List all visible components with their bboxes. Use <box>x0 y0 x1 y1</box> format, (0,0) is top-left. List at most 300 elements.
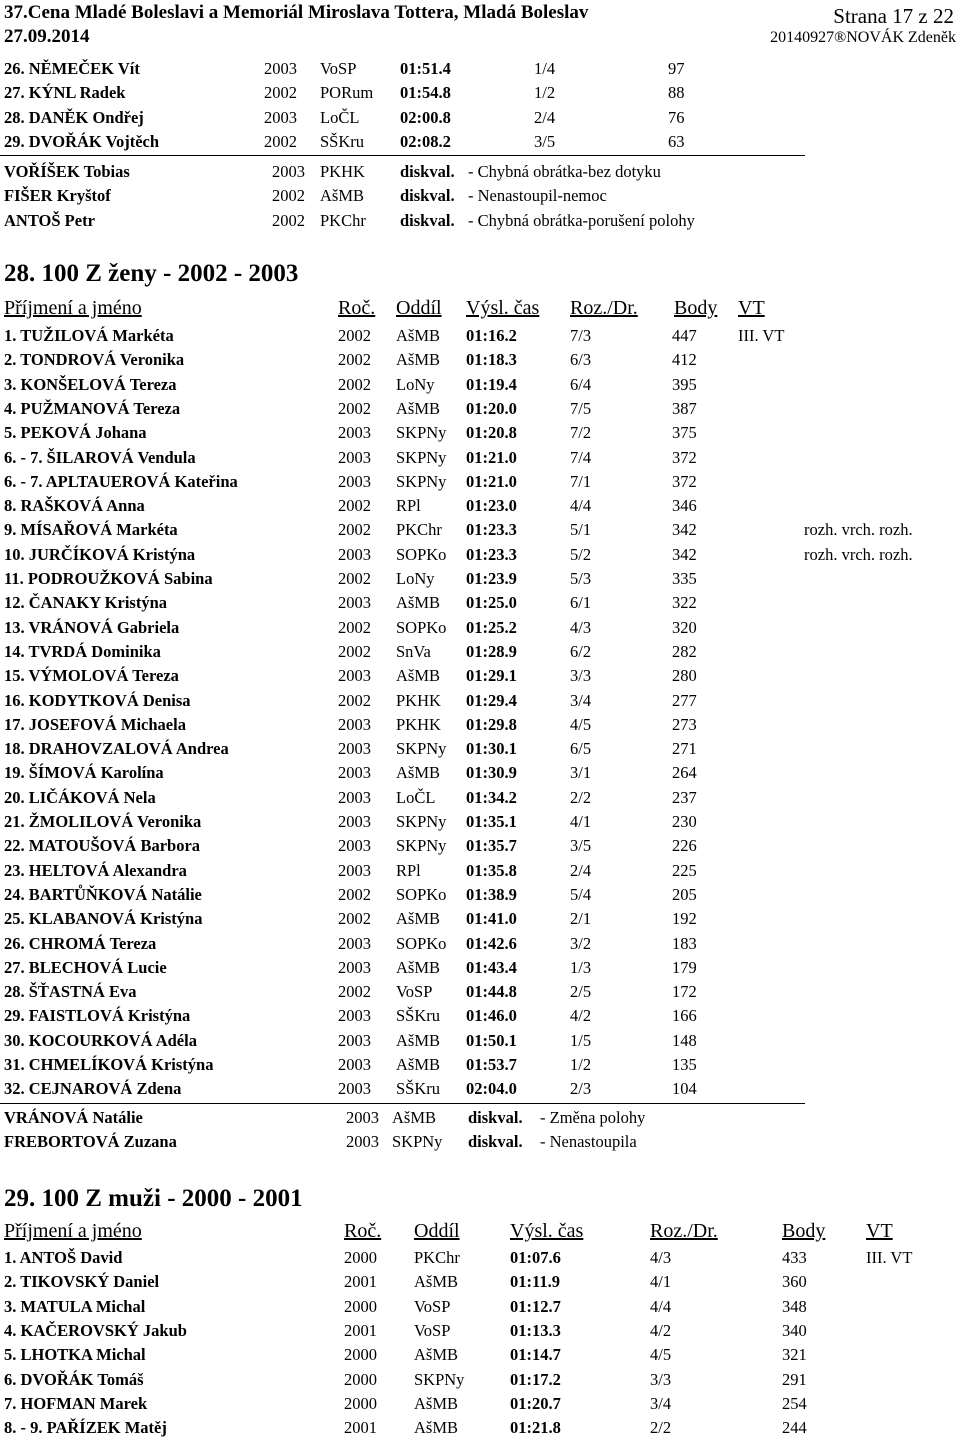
birth-year: 2001 <box>344 1320 377 1340</box>
heat-lane: 7/2 <box>570 423 592 443</box>
points: 321 <box>782 1345 807 1365</box>
swimmer-name: 17. JOSEFOVÁ Michaela <box>4 714 186 734</box>
birth-year: 2002 <box>272 210 305 230</box>
club: AšMB <box>396 763 441 783</box>
heat-lane: 4/4 <box>570 496 592 516</box>
dsq-reason: - Nenastoupila <box>540 1132 637 1152</box>
result-time: 01:13.3 <box>510 1320 561 1340</box>
birth-year: 2002 <box>272 186 305 206</box>
result-row <box>0 399 960 421</box>
points: 225 <box>672 860 697 880</box>
heat-lane: 4/2 <box>650 1320 672 1340</box>
swimmer-name: 26. NĚMEČEK Vít <box>4 59 140 78</box>
heat-lane: 6/2 <box>570 641 592 661</box>
club: RPl <box>396 860 421 880</box>
result-row <box>0 375 960 397</box>
result-row <box>0 691 960 713</box>
result-time: 01:53.7 <box>466 1055 517 1074</box>
birth-year: 2003 <box>338 836 371 856</box>
result-time: 01:20.7 <box>510 1393 561 1413</box>
result-row <box>0 108 960 130</box>
points: 387 <box>672 398 697 418</box>
birth-year: 2002 <box>338 350 371 370</box>
heat-lane: 3/2 <box>570 933 592 953</box>
points: 244 <box>782 1418 807 1438</box>
result-row <box>0 520 960 542</box>
birth-year: 2002 <box>338 690 371 710</box>
heat-lane: 4/5 <box>570 714 592 734</box>
birth-year: 2000 <box>344 1393 377 1413</box>
club: SKPNy <box>396 812 447 831</box>
birth-year: 2003 <box>338 812 371 831</box>
birth-year: 2002 <box>338 520 371 540</box>
result-row <box>0 934 960 956</box>
header-points: Body <box>674 297 718 319</box>
swimmer-name: 3. MATULA Michal <box>4 1296 146 1316</box>
club: SOPKo <box>396 544 447 564</box>
result-row <box>0 812 960 834</box>
points: 76 <box>668 107 685 127</box>
club: SOPKo <box>396 617 447 637</box>
result-row <box>0 326 960 348</box>
points: 346 <box>672 496 697 516</box>
header-time: Výsl. čas <box>466 297 540 319</box>
heat-lane: 2/4 <box>570 860 592 880</box>
event-title: 28. 100 Z ženy - 2002 - 2003 <box>4 260 299 287</box>
heat-lane: 3/1 <box>570 763 592 783</box>
result-row <box>0 472 960 494</box>
points: 291 <box>782 1369 807 1389</box>
heat-lane: 3/5 <box>534 131 556 151</box>
header-year: Roč. <box>338 297 376 319</box>
result-time: 01:30.9 <box>466 763 517 783</box>
header-vt: VT <box>738 297 765 319</box>
dsq-reason: - Chybná obrátka-bez dotyku <box>468 162 661 181</box>
points: 264 <box>672 763 697 783</box>
header-vt: VT <box>866 1220 893 1242</box>
birth-year: 2003 <box>346 1108 379 1127</box>
swimmer-name: 12. ČANAKY Kristýna <box>4 593 168 613</box>
swimmer-name: FIŠER Kryštof <box>4 186 111 206</box>
result-time: 01:38.9 <box>466 884 517 904</box>
result-time: 01:30.1 <box>466 739 517 759</box>
birth-year: 2002 <box>338 617 371 637</box>
result-time: 01:21.0 <box>466 471 517 491</box>
swimmer-name: VOŘÍŠEK Tobias <box>4 162 130 181</box>
birth-year: 2003 <box>338 933 371 953</box>
result-time: 01:51.4 <box>400 59 451 78</box>
result-time: 01:19.4 <box>466 374 517 394</box>
heat-lane: 7/3 <box>570 326 592 345</box>
result-time: 01:42.6 <box>466 933 517 953</box>
result-time: 01:17.2 <box>510 1369 561 1389</box>
birth-year: 2002 <box>338 884 371 904</box>
result-time: 01:43.4 <box>466 957 517 977</box>
event-title: 29. 100 Z muži - 2000 - 2001 <box>4 1185 303 1212</box>
birth-year: 2003 <box>338 447 371 467</box>
dsq-status: diskval. <box>400 186 455 206</box>
points: 226 <box>672 836 697 856</box>
result-time: 01:21.0 <box>466 447 517 467</box>
dsq-reason: - Nenastoupil-nemoc <box>468 186 607 206</box>
result-row <box>0 59 960 81</box>
result-time: 01:50.1 <box>466 1030 517 1050</box>
club: LoNy <box>396 569 435 588</box>
club: AšMB <box>414 1345 459 1365</box>
result-row <box>0 545 960 567</box>
club: SKPNy <box>396 471 447 491</box>
result-row <box>0 1321 960 1343</box>
heat-lane: 1/5 <box>570 1030 592 1050</box>
swimmer-name: 2. TONDROVÁ Veronika <box>4 350 185 370</box>
result-row <box>0 909 960 931</box>
result-row <box>0 132 960 154</box>
heat-lane: 7/4 <box>570 447 592 467</box>
dsq-reason: - Změna polohy <box>540 1108 646 1127</box>
result-time: 01:28.9 <box>466 641 517 661</box>
swimmer-name: 1. TUŽILOVÁ Markéta <box>4 326 174 345</box>
club: PKChr <box>396 520 442 540</box>
birth-year: 2003 <box>338 860 371 880</box>
separator-line <box>0 1103 805 1104</box>
result-time: 01:29.1 <box>466 666 517 686</box>
result-row <box>0 448 960 470</box>
swimmer-name: VRÁNOVÁ Natálie <box>4 1108 143 1127</box>
swimmer-name: 29. FAISTLOVÁ Kristýna <box>4 1006 191 1026</box>
header-club: Oddíl <box>396 297 442 319</box>
swimmer-name: 22. MATOUŠOVÁ Barbora <box>4 836 201 856</box>
club: SOPKo <box>396 933 447 953</box>
result-row <box>0 1394 960 1416</box>
swimmer-name: 6. DVOŘÁK Tomáš <box>4 1369 144 1389</box>
birth-year: 2003 <box>338 593 371 613</box>
swimmer-name: 6. - 7. ŠILAROVÁ Vendula <box>4 447 196 467</box>
birth-year: 2002 <box>264 131 297 151</box>
result-row <box>0 958 960 980</box>
club: LoČL <box>396 787 436 807</box>
result-row <box>0 1370 960 1392</box>
birth-year: 2003 <box>338 1079 371 1099</box>
swimmer-name: 14. TVRDÁ Dominika <box>4 641 161 661</box>
result-row <box>0 836 960 858</box>
birth-year: 2002 <box>338 374 371 394</box>
result-row <box>0 715 960 737</box>
result-note: rozh. vrch. rozh. <box>804 520 913 540</box>
points: 205 <box>672 884 697 904</box>
heat-lane: 6/1 <box>570 593 592 613</box>
heat-lane: 3/3 <box>570 666 592 686</box>
result-row <box>0 763 960 785</box>
points: 342 <box>672 544 697 564</box>
club: AšMB <box>414 1393 459 1413</box>
heat-lane: 4/3 <box>570 617 592 637</box>
page-number: Strana 17 z 22 <box>833 4 954 28</box>
birth-year: 2002 <box>338 641 371 661</box>
result-row <box>0 982 960 1004</box>
points: 135 <box>672 1055 697 1074</box>
result-row <box>0 1079 960 1101</box>
swimmer-name: 16. KODYTKOVÁ Denisa <box>4 690 191 710</box>
result-time: 01:44.8 <box>466 982 517 1002</box>
points: 166 <box>672 1006 697 1026</box>
birth-year: 2003 <box>264 107 297 127</box>
club: VoSP <box>414 1320 451 1340</box>
result-row <box>0 861 960 883</box>
birth-year: 2003 <box>346 1132 379 1152</box>
points: 280 <box>672 666 697 686</box>
heat-lane: 4/1 <box>650 1272 672 1292</box>
birth-year: 2003 <box>338 666 371 686</box>
swimmer-name: 2. TIKOVSKÝ Daniel <box>4 1272 160 1292</box>
points: 412 <box>672 350 697 370</box>
club: SKPNy <box>396 423 447 443</box>
club: SKPNy <box>396 836 447 856</box>
swimmer-name: 4. KAČEROVSKÝ Jakub <box>4 1320 187 1340</box>
swimmer-name: 21. ŽMOLILOVÁ Veronika <box>4 812 202 831</box>
points: 372 <box>672 471 697 491</box>
heat-lane: 5/1 <box>570 520 592 540</box>
result-note: III. VT <box>738 326 785 345</box>
result-time: 01:29.4 <box>466 690 517 710</box>
dsq-row <box>0 211 960 233</box>
swimmer-name: 7. HOFMAN Marek <box>4 1393 148 1413</box>
points: 372 <box>672 447 697 467</box>
club: SKPNy <box>414 1369 465 1389</box>
result-row <box>0 739 960 761</box>
result-row <box>0 666 960 688</box>
swimmer-name: 10. JURČÍKOVÁ Kristýna <box>4 544 196 564</box>
club: AšMB <box>396 957 441 977</box>
result-row <box>0 593 960 615</box>
points: 192 <box>672 909 697 929</box>
swimmer-name: 18. DRAHOVZALOVÁ Andrea <box>4 739 229 759</box>
club: PKHK <box>320 162 365 181</box>
birth-year: 2002 <box>338 398 371 418</box>
swimmer-name: 1. ANTOŠ David <box>4 1248 123 1267</box>
birth-year: 2001 <box>344 1272 377 1292</box>
points: 277 <box>672 690 697 710</box>
points: 375 <box>672 423 697 443</box>
swimmer-name: 23. HELTOVÁ Alexandra <box>4 860 187 880</box>
swimmer-name: 11. PODROUŽKOVÁ Sabina <box>4 569 213 588</box>
swimmer-name: 28. DANĚK Ondřej <box>4 107 144 127</box>
swimmer-name: 26. CHROMÁ Tereza <box>4 933 157 953</box>
swimmer-name: 27. KÝNL Radek <box>4 83 126 103</box>
points: 340 <box>782 1320 807 1340</box>
heat-lane: 7/5 <box>570 398 592 418</box>
header-club: Oddíl <box>414 1220 460 1242</box>
result-time: 01:35.7 <box>466 836 517 856</box>
result-time: 01:14.7 <box>510 1345 561 1365</box>
heat-lane: 6/5 <box>570 739 592 759</box>
result-row <box>0 83 960 105</box>
swimmer-name: ANTOŠ Petr <box>4 210 95 230</box>
result-time: 01:21.8 <box>510 1418 561 1438</box>
heat-lane: 4/5 <box>650 1345 672 1365</box>
club: AšMB <box>396 326 441 345</box>
result-time: 01:18.3 <box>466 350 517 370</box>
dsq-row <box>0 1108 960 1130</box>
points: 360 <box>782 1272 807 1292</box>
result-time: 01:41.0 <box>466 909 517 929</box>
heat-lane: 2/4 <box>534 107 556 127</box>
club: SnVa <box>396 641 431 661</box>
heat-lane: 1/3 <box>570 957 592 977</box>
result-note: III. VT <box>866 1248 913 1267</box>
club: AšMB <box>396 1055 441 1074</box>
birth-year: 2003 <box>338 787 371 807</box>
club: AšMB <box>396 350 441 370</box>
swimmer-name: 5. LHOTKA Michal <box>4 1345 146 1365</box>
dsq-status: diskval. <box>468 1108 523 1127</box>
header-time: Výsl. čas <box>510 1220 584 1242</box>
result-row <box>0 496 960 518</box>
points: 322 <box>672 593 697 613</box>
result-time: 01:07.6 <box>510 1248 561 1267</box>
result-time: 01:16.2 <box>466 326 517 345</box>
column-headers <box>0 297 960 323</box>
result-time: 01:23.0 <box>466 496 517 516</box>
result-row <box>0 569 960 591</box>
birth-year: 2003 <box>338 1030 371 1050</box>
points: 63 <box>668 131 685 151</box>
dsq-status: diskval. <box>400 210 455 230</box>
heat-lane: 5/2 <box>570 544 592 564</box>
result-time: 02:04.0 <box>466 1079 517 1099</box>
club: AšMB <box>396 398 441 418</box>
result-row <box>0 1418 960 1440</box>
result-row <box>0 1297 960 1319</box>
club: AšMB <box>414 1418 459 1438</box>
heat-lane: 3/4 <box>570 690 592 710</box>
birth-year: 2002 <box>338 569 371 588</box>
club: LoČL <box>320 107 360 127</box>
swimmer-name: FREBORTOVÁ Zuzana <box>4 1132 177 1152</box>
dsq-row <box>0 186 960 208</box>
result-row <box>0 1006 960 1028</box>
heat-lane: 1/2 <box>534 83 556 103</box>
result-time: 01:12.7 <box>510 1296 561 1316</box>
result-row <box>0 1055 960 1077</box>
header-name: Příjmení a jméno <box>4 1220 142 1242</box>
points: 97 <box>668 59 685 78</box>
club: VoSP <box>320 59 357 78</box>
header-heat: Roz./Dr. <box>570 297 638 319</box>
birth-year: 2003 <box>338 714 371 734</box>
birth-year: 2003 <box>338 471 371 491</box>
points: 271 <box>672 739 697 759</box>
birth-year: 2003 <box>338 423 371 443</box>
club: AšMB <box>414 1272 459 1292</box>
birth-year: 2003 <box>338 1006 371 1026</box>
swimmer-name: 31. CHMELÍKOVÁ Kristýna <box>4 1055 214 1074</box>
heat-lane: 4/3 <box>650 1248 672 1267</box>
result-time: 01:29.8 <box>466 714 517 734</box>
result-time: 01:46.0 <box>466 1006 517 1026</box>
club: SKPNy <box>396 739 447 759</box>
club: AšMB <box>392 1108 437 1127</box>
swimmer-name: 19. ŠÍMOVÁ Karolína <box>4 763 164 783</box>
heat-lane: 2/2 <box>570 787 592 807</box>
swimmer-name: 25. KLABANOVÁ Kristýna <box>4 909 203 929</box>
points: 254 <box>782 1393 807 1413</box>
club: SŠKru <box>320 131 365 151</box>
page-header <box>4 2 960 46</box>
points: 88 <box>668 83 685 103</box>
heat-lane: 4/4 <box>650 1296 672 1316</box>
result-time: 01:23.3 <box>466 520 517 540</box>
club: SKPNy <box>396 447 447 467</box>
birth-year: 2000 <box>344 1296 377 1316</box>
points: 342 <box>672 520 697 540</box>
points: 148 <box>672 1030 697 1050</box>
points: 104 <box>672 1079 697 1099</box>
club: AšMB <box>396 909 441 929</box>
points: 230 <box>672 812 697 831</box>
club: SŠKru <box>396 1079 441 1099</box>
result-row <box>0 1248 960 1270</box>
result-time: 01:23.9 <box>466 569 517 588</box>
dsq-status: diskval. <box>468 1132 523 1152</box>
result-time: 01:25.0 <box>466 593 517 613</box>
competition-date: 27.09.2014 <box>4 26 90 47</box>
points: 447 <box>672 326 697 345</box>
heat-lane: 1/4 <box>534 59 556 78</box>
heat-lane: 2/2 <box>650 1418 672 1438</box>
club: VoSP <box>396 982 433 1002</box>
swimmer-name: 4. PUŽMANOVÁ Tereza <box>4 398 181 418</box>
result-time: 01:25.2 <box>466 617 517 637</box>
heat-lane: 3/4 <box>650 1393 672 1413</box>
result-row <box>0 1031 960 1053</box>
birth-year: 2000 <box>344 1345 377 1365</box>
heat-lane: 5/3 <box>570 569 592 588</box>
heat-lane: 3/3 <box>650 1369 672 1389</box>
dsq-reason: - Chybná obrátka-porušení polohy <box>468 210 695 230</box>
result-time: 01:35.8 <box>466 860 517 880</box>
result-time: 01:54.8 <box>400 83 451 103</box>
heat-lane: 2/1 <box>570 909 592 929</box>
birth-year: 2002 <box>338 909 371 929</box>
result-time: 01:35.1 <box>466 812 517 831</box>
points: 282 <box>672 641 697 661</box>
birth-year: 2003 <box>338 739 371 759</box>
result-time: 01:34.2 <box>466 787 517 807</box>
points: 348 <box>782 1296 807 1316</box>
heat-lane: 4/2 <box>570 1006 592 1026</box>
swimmer-name: 24. BARTŮŇKOVÁ Natálie <box>4 884 202 904</box>
birth-year: 2002 <box>338 496 371 516</box>
swimmer-name: 27. BLECHOVÁ Lucie <box>4 957 167 977</box>
club: PORum <box>320 83 374 103</box>
author-stamp: 20140927®NOVÁK Zdeněk <box>770 29 956 46</box>
competition-title: 37.Cena Mladé Boleslavi a Memoriál Miroslava Tottera, Mladá Boleslav <box>4 2 589 23</box>
birth-year: 2000 <box>344 1248 377 1267</box>
swimmer-name: 30. KOCOURKOVÁ Adéla <box>4 1030 197 1050</box>
birth-year: 2003 <box>338 957 371 977</box>
club: VoSP <box>414 1296 451 1316</box>
club: AšMB <box>320 186 365 206</box>
result-row <box>0 642 960 664</box>
result-time: 01:20.0 <box>466 398 517 418</box>
birth-year: 2003 <box>338 763 371 783</box>
swimmer-name: 6. - 7. APLTAUEROVÁ Kateřina <box>4 471 238 491</box>
separator-line <box>0 155 805 156</box>
result-time: 01:23.3 <box>466 544 517 564</box>
dsq-status: diskval. <box>400 162 455 181</box>
dsq-row <box>0 1132 960 1154</box>
heat-lane: 1/2 <box>570 1055 592 1074</box>
